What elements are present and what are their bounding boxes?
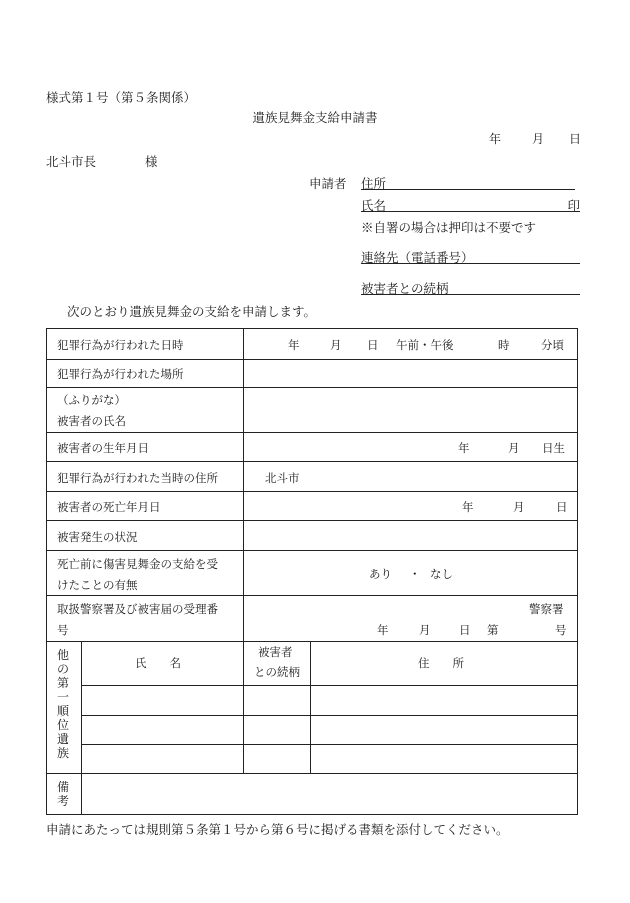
applicant-address-field[interactable] xyxy=(361,174,575,190)
intro-text: 次のとおり遺族見舞金の支給を申請します。 xyxy=(67,304,317,319)
damage-status-input[interactable] xyxy=(244,521,577,550)
relation-label: 被害者との続柄 xyxy=(361,281,449,296)
police-no-suffix: 号 xyxy=(555,623,567,637)
application-table xyxy=(46,328,578,815)
crime-datetime-minute: 分頃 xyxy=(541,338,564,352)
victim-birth-label: 被害者の生年月日 xyxy=(57,441,149,455)
victim-furigana-label: （ふりがな） xyxy=(57,393,126,407)
injury-benefit-no[interactable]: なし xyxy=(430,567,453,581)
other-survivors-side-label: 他 の 第 一 順 位 遺 族 xyxy=(56,648,69,760)
victim-death-year: 年 xyxy=(462,500,474,514)
remarks-label: 備 考 xyxy=(56,780,69,808)
crime-datetime-hour: 時 xyxy=(498,338,510,352)
injury-benefit-yes[interactable]: あり xyxy=(369,567,392,581)
address-at-time-value: 北斗市 xyxy=(265,471,300,485)
addressee: 北斗市長 xyxy=(46,154,97,169)
crime-datetime-day: 日 xyxy=(367,338,379,352)
police-month: 月 xyxy=(419,623,431,637)
form-number: 様式第１号（第５条関係） xyxy=(46,90,197,105)
page-title: 遺族見舞金支給申請書 xyxy=(252,110,378,125)
applicant-label: 申請者 xyxy=(309,176,347,191)
police-no-label: 第 xyxy=(487,623,499,637)
crime-datetime-year: 年 xyxy=(288,338,300,352)
address-label: 住所 xyxy=(361,176,387,191)
police-label-1: 取扱警察署及び被害届の受理番 xyxy=(57,602,218,616)
damage-status-label: 被害発生の状況 xyxy=(57,530,138,544)
injury-benefit-label-1: 死亡前に傷害見舞金の支給を受 xyxy=(57,557,218,571)
survivor-row[interactable] xyxy=(82,716,577,744)
victim-birth-day: 日生 xyxy=(542,441,565,455)
police-day: 日 xyxy=(459,623,471,637)
injury-benefit-label-2: けたことの有無 xyxy=(57,578,138,592)
seal-note: ※自署の場合は押印は不要です xyxy=(361,220,537,235)
col-relation-header-1: 被害者 xyxy=(258,645,293,659)
injury-benefit-separator: ・ xyxy=(409,567,421,581)
contact-label: 連絡先（電話番号） xyxy=(361,250,474,265)
crime-datetime-month: 月 xyxy=(330,338,342,352)
addressee-suffix: 様 xyxy=(145,154,158,169)
victim-birth-month: 月 xyxy=(508,441,520,455)
col-address-header: 住 所 xyxy=(418,656,464,670)
col-relation-header-2: との続柄 xyxy=(254,665,300,679)
victim-name-input[interactable] xyxy=(244,388,577,432)
date-month-label: 月 xyxy=(532,132,545,146)
crime-place-label: 犯罪行為が行われた場所 xyxy=(57,367,184,381)
col-name-header: 氏 名 xyxy=(135,656,181,670)
victim-birth-year: 年 xyxy=(458,441,470,455)
date-year-label: 年 xyxy=(489,132,502,146)
victim-name-label: 被害者の氏名 xyxy=(57,414,126,428)
applicant-contact-field[interactable] xyxy=(361,248,580,264)
address-at-time-label: 犯罪行為が行われた当時の住所 xyxy=(57,471,218,485)
victim-death-day: 日 xyxy=(556,500,568,514)
police-year: 年 xyxy=(377,623,389,637)
police-station-label: 警察署 xyxy=(529,602,564,616)
crime-place-input[interactable] xyxy=(244,360,577,387)
crime-datetime-label: 犯罪行為が行われた日時 xyxy=(57,338,184,352)
name-label: 氏名 xyxy=(361,198,387,213)
seal-mark: 印 xyxy=(567,198,580,213)
remarks-input[interactable] xyxy=(82,774,577,814)
survivor-row[interactable] xyxy=(82,686,577,715)
applicant-name-field[interactable] xyxy=(361,196,580,212)
date-day-label: 日 xyxy=(569,132,582,146)
survivor-row[interactable] xyxy=(82,745,577,773)
police-label-2: 号 xyxy=(57,623,69,637)
victim-death-month: 月 xyxy=(513,500,525,514)
footer-note: 申請にあたっては規則第５条第１号から第６号に掲げる書類を添付してください。 xyxy=(46,822,509,837)
applicant-relation-field[interactable] xyxy=(361,279,580,295)
victim-death-label: 被害者の死亡年月日 xyxy=(57,500,161,514)
crime-datetime-ampm[interactable]: 午前・午後 xyxy=(396,338,454,352)
